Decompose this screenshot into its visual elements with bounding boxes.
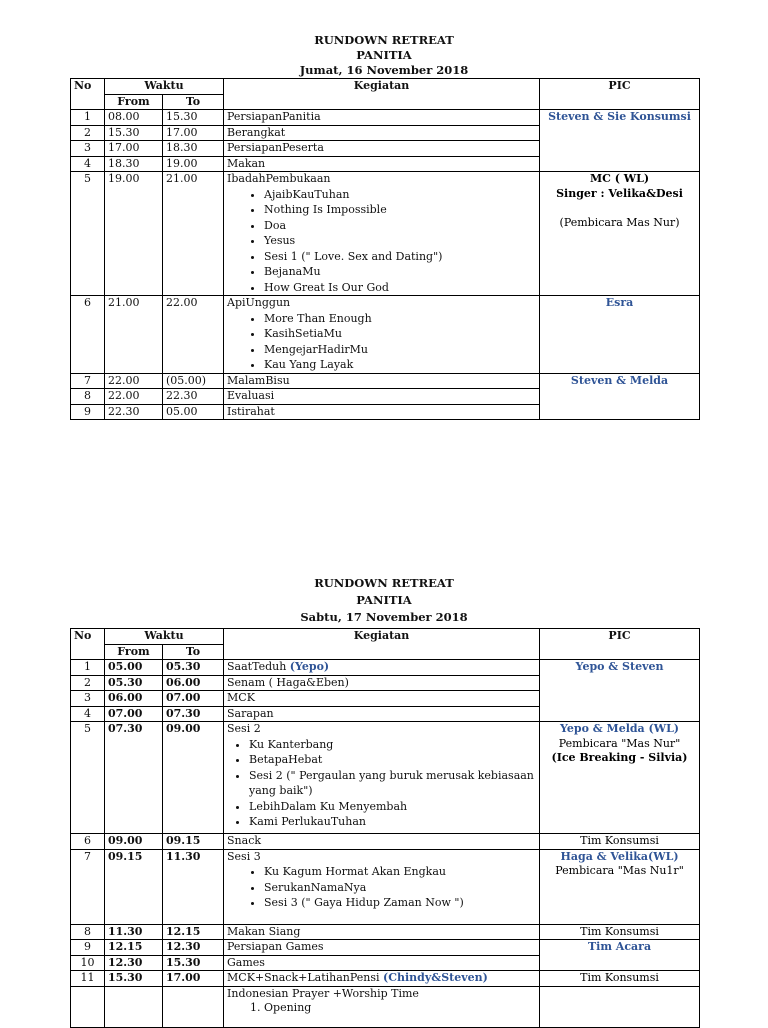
row-activity-highlight: (Chindy&Steven) [383, 971, 488, 984]
row-no: 4 [71, 156, 105, 172]
row-from: 12.30 [105, 955, 163, 971]
row-from: 19.00 [105, 172, 163, 296]
row-from: 08.00 [105, 110, 163, 126]
pic-cell [540, 110, 700, 172]
list-item: • SerukanNamaNya [264, 880, 536, 896]
row-activity: MalamBisu [224, 373, 540, 389]
table-row [71, 849, 700, 924]
row-no: 3 [71, 141, 105, 157]
pic-name: Tim Acara [587, 940, 652, 953]
header-pic: PIC [540, 79, 700, 110]
list-item: • AjaibKauTuhan [264, 187, 536, 203]
header-no: No [71, 629, 105, 660]
list-item: • BejanaMu [264, 264, 536, 280]
row-no: 8 [71, 389, 105, 405]
table-header-row [71, 629, 700, 645]
numbered-list [227, 1001, 536, 1016]
pic-name: Haga & Velika(WL) [560, 849, 679, 863]
row-activity: Sarapan [224, 706, 540, 722]
row-activity: ApiUnggun [227, 296, 291, 309]
table-row [71, 660, 700, 676]
pic-name: Tim Konsumsi [580, 924, 659, 938]
row-activity: Indonesian Prayer +Worship Time [227, 986, 419, 1000]
row-from: 05.30 [105, 675, 163, 691]
row-no: 2 [71, 675, 105, 691]
header-waktu: Waktu [105, 79, 224, 95]
row-to: 19.00 [163, 156, 224, 172]
pic-cell [540, 986, 700, 1027]
header-from: From [105, 644, 163, 660]
list-item: • Ku Kagum Hormat Akan Engkau [264, 864, 536, 880]
row-to: 17.00 [163, 971, 224, 987]
song-list [227, 311, 536, 373]
list-item: • How Great Is Our God [264, 280, 536, 296]
list-item: • Sesi 2 (" Pergaulan yang buruk merusak kebiasaan yang baik") [249, 768, 536, 799]
row-to: 22.30 [163, 389, 224, 405]
row-to: 07.00 [163, 691, 224, 707]
row-from: 17.00 [105, 141, 163, 157]
row-no: 5 [71, 172, 105, 296]
pic-mc: MC ( WL) [589, 172, 650, 185]
table-row [71, 924, 700, 940]
row-from: 12.15 [105, 940, 163, 956]
day2-title: RUNDOWN RETREAT [314, 576, 454, 590]
row-no: 7 [71, 373, 105, 389]
pic-speaker: (Pembicara Mas Nur) [559, 216, 680, 229]
day1-rundown-table [70, 78, 700, 420]
header-kegiatan: Kegiatan [224, 79, 540, 110]
row-from: 15.30 [105, 971, 163, 987]
row-activity: Senam ( Haga&Eben) [224, 675, 540, 691]
row-to: 15.30 [163, 955, 224, 971]
list-item: • More Than Enough [264, 311, 536, 327]
table-row [71, 940, 700, 956]
row-to: 18.30 [163, 141, 224, 157]
row-to [163, 986, 224, 1027]
row-no: 2 [71, 125, 105, 141]
pic-speaker: Pembicara "Mas Nur" [558, 736, 681, 750]
pic-singer: Singer : Velika&Desi [556, 186, 683, 200]
header-waktu: Waktu [105, 629, 224, 645]
table-row [71, 971, 700, 987]
pic-cell [540, 940, 700, 971]
row-to: 22.00 [163, 296, 224, 374]
list-item: • Ku Kanterbang [249, 737, 536, 753]
row-activity: PersiapanPeserta [224, 141, 540, 157]
row-no: 3 [71, 691, 105, 707]
row-to: 09.00 [163, 722, 224, 834]
row-to: 12.30 [163, 940, 224, 956]
row-activity: Berangkat [224, 125, 540, 141]
table-row [71, 172, 700, 296]
list-item: • KasihSetiaMu [264, 326, 536, 342]
pic-name: Yepo & Melda (WL) [560, 722, 680, 735]
row-activity-cell [224, 722, 540, 834]
table-row [71, 296, 700, 374]
row-no: 10 [71, 955, 105, 971]
header-to: To [163, 94, 224, 110]
song-list [227, 187, 536, 296]
list-item: • Kami PerlukauTuhan [249, 814, 536, 830]
list-item: • LebihDalam Ku Menyembah [249, 799, 536, 815]
row-activity-cell [224, 971, 540, 987]
pic-name: Steven & Melda [570, 373, 669, 387]
row-to: 09.15 [163, 834, 224, 850]
pic-ice-breaking: (Ice Breaking - Silvia) [551, 751, 688, 764]
row-to: 05.30 [163, 660, 224, 676]
row-from: 07.30 [105, 722, 163, 834]
row-activity-cell [224, 986, 540, 1027]
header-from: From [105, 94, 163, 110]
pic-cell [540, 924, 700, 940]
row-from: 05.00 [105, 660, 163, 676]
row-to: 21.00 [163, 172, 224, 296]
row-activity: MCK+Snack+LatihanPensi [227, 971, 384, 984]
song-list [227, 737, 536, 830]
row-activity-cell [224, 660, 540, 676]
pic-cell [540, 172, 700, 296]
row-activity-highlight: (Yepo) [289, 660, 330, 673]
day2-date: Sabtu, 17 November 2018 [300, 610, 468, 624]
pic-cell [540, 296, 700, 374]
table-row [71, 722, 700, 834]
table-header-row [71, 79, 700, 95]
row-from: 11.30 [105, 924, 163, 940]
pic-cell [540, 722, 700, 834]
row-activity: Sesi 2 [227, 722, 261, 735]
list-item: • Sesi 1 (" Love. Sex and Dating") [264, 249, 536, 265]
row-to: 11.30 [163, 849, 224, 924]
row-to: 07.30 [163, 706, 224, 722]
row-to: (05.00) [163, 373, 224, 389]
row-from: 18.30 [105, 156, 163, 172]
row-from: 15.30 [105, 125, 163, 141]
row-to: 12.15 [163, 924, 224, 940]
row-from: 07.00 [105, 706, 163, 722]
row-to: 15.30 [163, 110, 224, 126]
list-item: • Yesus [264, 233, 536, 249]
day2-subtitle: PANITIA [356, 593, 412, 607]
row-activity: Istirahat [224, 404, 540, 420]
header-to: To [163, 644, 224, 660]
list-item: • Sesi 3 (" Gaya Hidup Zaman Now ") [264, 895, 536, 911]
row-activity: Makan [224, 156, 540, 172]
row-no: 9 [71, 940, 105, 956]
list-item: 1. Opening [264, 1001, 536, 1016]
pic-name: Steven & Sie Konsumsi [548, 110, 691, 123]
row-no: 1 [71, 110, 105, 126]
row-from: 22.00 [105, 389, 163, 405]
row-activity: MCK [224, 691, 540, 707]
row-activity: Persiapan Games [224, 940, 540, 956]
list-item: • Kau Yang Layak [264, 357, 536, 373]
row-activity-cell [224, 296, 540, 374]
row-activity: Snack [224, 834, 540, 850]
row-activity: SaatTeduh [227, 660, 290, 673]
table-row [71, 986, 700, 1027]
pic-name: Tim Konsumsi [580, 971, 659, 984]
pic-cell [540, 834, 700, 850]
row-no: 7 [71, 849, 105, 924]
pic-name: Yepo & Steven [575, 660, 664, 673]
row-to: 06.00 [163, 675, 224, 691]
pic-cell [540, 660, 700, 722]
row-no: 6 [71, 296, 105, 374]
day1-subtitle: PANITIA [356, 48, 412, 62]
row-activity: Games [224, 955, 540, 971]
day2-rundown-table [70, 628, 700, 1028]
header-no: No [71, 79, 105, 110]
day1-title: RUNDOWN RETREAT [314, 33, 454, 47]
row-no: 6 [71, 834, 105, 850]
row-from: 21.00 [105, 296, 163, 374]
song-list [227, 864, 536, 911]
header-pic: PIC [540, 629, 700, 660]
pic-cell [540, 849, 700, 924]
row-activity-cell [224, 849, 540, 924]
pic-cell [540, 373, 700, 420]
day1-date: Jumat, 16 November 2018 [299, 63, 469, 77]
row-activity: PersiapanPanitia [224, 110, 540, 126]
pic-cell [540, 971, 700, 987]
row-activity: Sesi 3 [227, 849, 261, 863]
row-from: 09.15 [105, 849, 163, 924]
row-no: 11 [71, 971, 105, 987]
row-from: 09.00 [105, 834, 163, 850]
row-no: 8 [71, 924, 105, 940]
row-no: 1 [71, 660, 105, 676]
row-activity: IbadahPembukaan [227, 172, 331, 185]
list-item: • MengejarHadirMu [264, 342, 536, 358]
row-from: 22.30 [105, 404, 163, 420]
row-from [105, 986, 163, 1027]
table-row [71, 110, 700, 126]
pic-speaker: Pembicara "Mas Nu1r" [555, 864, 684, 877]
pic-name: Esra [605, 296, 634, 309]
table-row [71, 834, 700, 850]
pic-name: Tim Konsumsi [580, 834, 659, 847]
row-no [71, 986, 105, 1027]
row-activity: Evaluasi [224, 389, 540, 405]
row-no: 5 [71, 722, 105, 834]
row-to: 05.00 [163, 404, 224, 420]
list-item: • Nothing Is Impossible [264, 202, 536, 218]
row-from: 06.00 [105, 691, 163, 707]
list-item: • Doa [264, 218, 536, 234]
list-item: • BetapaHebat [249, 752, 536, 768]
header-kegiatan: Kegiatan [224, 629, 540, 660]
table-row [71, 373, 700, 389]
row-no: 4 [71, 706, 105, 722]
row-from: 22.00 [105, 373, 163, 389]
row-activity-cell [224, 172, 540, 296]
row-activity: Makan Siang [224, 924, 540, 940]
row-to: 17.00 [163, 125, 224, 141]
row-no: 9 [71, 404, 105, 420]
